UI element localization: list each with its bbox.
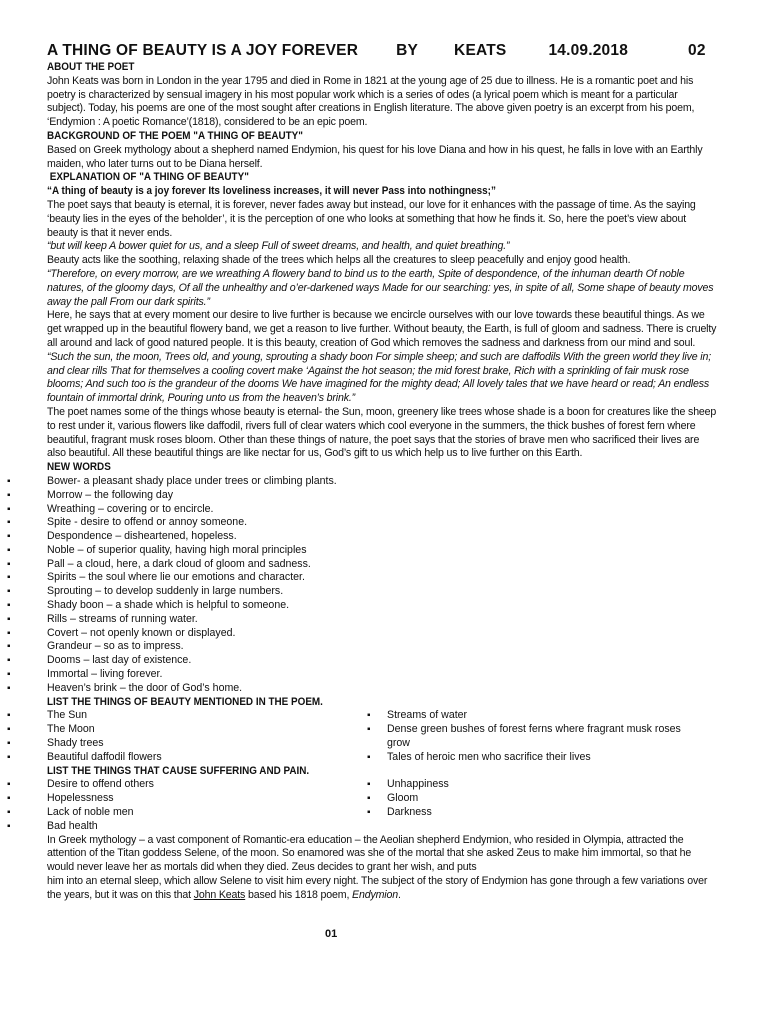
list-item: ▪ Tales of heroic men who sacrifice their lives [387,751,719,765]
list-item: ▪ The Moon [47,723,387,737]
closing-text-2b: based his 1818 poem, [245,888,353,901]
explanation-heading: EXPLANATION OF "A THING OF BEAUTY" [47,171,249,184]
list-item: ▪ Noble – of superior quality, having high moral principles [47,544,719,558]
list-item: ▪ Morrow – the following day [47,489,719,503]
list-item: ▪ Immortal – living forever. [47,668,719,682]
explanation-quote-1: “A thing of beauty is a joy forever Its loveliness increases, it will never Pass into nothingness;” [47,185,496,198]
list-item: ▪ Heaven’s brink – the door of God’s home. [47,682,719,696]
closing-text-2a: him into an eternal sleep, which allow Selene to visit him every night. The subject of the story of Endymion has gone through a few variations over the years, but it was on this that [47,875,708,901]
title-date: 14.09.2018 [548,42,629,59]
list-item: ▪ Despondence – disheartened, hopeless. [47,530,719,544]
list-item: ▪ Darkness [387,806,719,820]
list-item: ▪ Lack of noble men [47,806,387,820]
list-item: ▪ Pall – a cloud, here, a dark cloud of gloom and sadness. [47,558,719,572]
closing-text-2c: . [397,888,401,901]
explanation-para-1: The poet says that beauty is eternal, it is forever, never fades away but instead, our love for it enhances with the passage of time. As the saying ‘beauty lies in the eyes of the beholder’, it is the perception of one who looks at something that how he finds it. So, here the poet’s view about beauty is that it never ends. [47,198,696,239]
explanation-para-3: Here, he says that at every moment our desire to live further is because we encircle ourselves with our love towards these beautiful things. As we get wrapped up in the beautiful flowery band, we get a reason to live further. Without beauty, the Earth, is full of gloom and sadness. There is cruelty all around and lack of good natured people. It is this beauty, creation of God which removes the sadness and darkness from our mind and soul. [47,309,717,349]
list-item: ▪ Shady boon – a shade which is helpful to someone. [47,599,719,613]
list-item: ▪ Spirits – the soul where lie our emotions and character. [47,571,719,585]
list-item: ▪ Dooms – last day of existence. [47,654,719,668]
explanation-quote-2: “but will keep A bower quiet for us, and a sleep Full of sweet dreams, and health, and quiet breathing.” [47,240,510,253]
list-item: ▪ Desire to offend others [47,778,387,792]
poem-title: Endymion [352,888,398,901]
title-by: BY [396,42,419,59]
document-page [47,42,719,903]
list-item: ▪ Shady trees [47,737,387,751]
explanation-para-4: The poet names some of the things whose beauty is eternal- the Sun, moon, greenery like trees whose shade is a boon for creatures like the sheep to rest under it, various flowers like daffodil, rivers full of clear waters which cool everyone in the summers, the thick bushes of forest fern where beautiful, fragrant musk roses bloom. Other than these things of nature, the poet says that the stories of brave men who sacrificed their lives are also beautiful. All these beautiful things are like nectar for us, God’s gift to us which help us to live further on this Earth. [47,405,717,460]
background-text: Based on Greek mythology about a shepherd named Endymion, his quest for his love Diana and how in his quest, he falls in love with an Earthly maiden, who later turns out to be Diana herself. [47,143,703,170]
title-page-ref: 02 [688,42,706,59]
list-item: ▪ Grandeur – so as to impress. [47,640,719,654]
explanation-quote-3: “Therefore, on every morrow, are we wreathing A flowery band to bind us to the earth, Spite of despondence, of the inhuman dearth Of noble natures, of the gloomy days, Of all the unhealthy and o’er-darkened ways Made for our searching: yes, in spite of all, Some shape of beauty moves away the pall From our dark spirits.” [47,267,714,308]
list-item: ▪ Spite - desire to offend or annoy someone. [47,516,719,530]
suffering-list [47,778,719,833]
new-words-heading: NEW WORDS [47,461,111,474]
explanation-para-2: Beauty acts like the soothing, relaxing shade of the trees which helps all the creatures to sleep peacefully and enjoy good health. [47,254,631,267]
list-item: ▪ Dense green bushes of forest ferns where fragrant musk roses grow [387,723,719,751]
title-author: KEATS [454,42,507,59]
explanation-quote-4: “Such the sun, the moon, Trees old, and young, sprouting a shady boon For simple sheep; and such are daffodils With the green world they live in; and clear rills That for themselves a cooling covert make ‘Against the hot season; the mid forest brake, Rich with a sprinkling of fair musk rose blooms; And such too is the grandeur of the dooms We have imagined for the mighty dead; All lovely tales that we have heard or read; An endless fountain of immortal drink, Pouring unto us from the heaven’s brink.” [47,350,712,405]
list-item: ▪ The Sun [47,709,387,723]
list-item: ▪ Sprouting – to develop suddenly in large numbers. [47,585,719,599]
john-keats-link[interactable]: John Keats [193,888,246,901]
list-item: ▪ Hopelessness [47,792,387,806]
list-item: ▪ Unhappiness [387,778,719,792]
list-item: ▪ Streams of water [387,709,719,723]
list-item: ▪ Bower- a pleasant shady place under trees or climbing plants. [47,475,719,489]
closing-text-1: In Greek mythology – a vast component of Romantic-era education – the Aeolian shepherd Endymion, who resided in Olympia, attracted the attention of the Titan goddess Selene, of the moon. So enamored was she of the mortal that she asked Zeus to make him immortal, so that he would never leave her as mortals did when they died. Zeus decides to grant her wish, and puts [47,833,692,874]
list-item: ▪ Beautiful daffodil flowers [47,751,387,765]
closing-text-2 [47,875,719,903]
list-item: ▪ Rills – streams of running water. [47,613,719,627]
suffering-list-heading: LIST THE THINGS THAT CAUSE SUFFERING AND PAIN. [47,764,310,777]
list-item: ▪ Gloom [387,792,719,806]
background-heading: BACKGROUND OF THE POEM "A THING OF BEAUTY" [47,129,303,142]
title-text: A THING OF BEAUTY IS A JOY FOREVER [47,42,359,59]
list-item: ▪ Wreathing – covering or to encircle. [47,503,719,517]
new-words-list [47,475,719,696]
list-item: ▪ Covert – not openly known or displayed. [47,627,719,641]
beauty-list-heading: LIST THE THINGS OF BEAUTY MENTIONED IN THE POEM. [47,695,323,708]
about-text: John Keats was born in London in the year 1795 and died in Rome in 1821 at the young age of 25 due to illness. He is a romantic poet and his poetry is characterized by sensual imagery in his most popular work which is a series of odes (a lyrical poem which is meant for a particular subject). Today, his poems are one of the most sought after creations in English literature. The above given poetry is an excerpt from his poem, ‘Endymion : A poetic Romance’(1818), considered to be an epic poem. [47,74,695,129]
page-title [47,42,719,60]
list-item: ▪ Bad health [47,820,387,834]
about-heading: ABOUT THE POET [47,61,135,73]
page-number: 01 [325,928,338,940]
beauty-list [47,709,719,764]
